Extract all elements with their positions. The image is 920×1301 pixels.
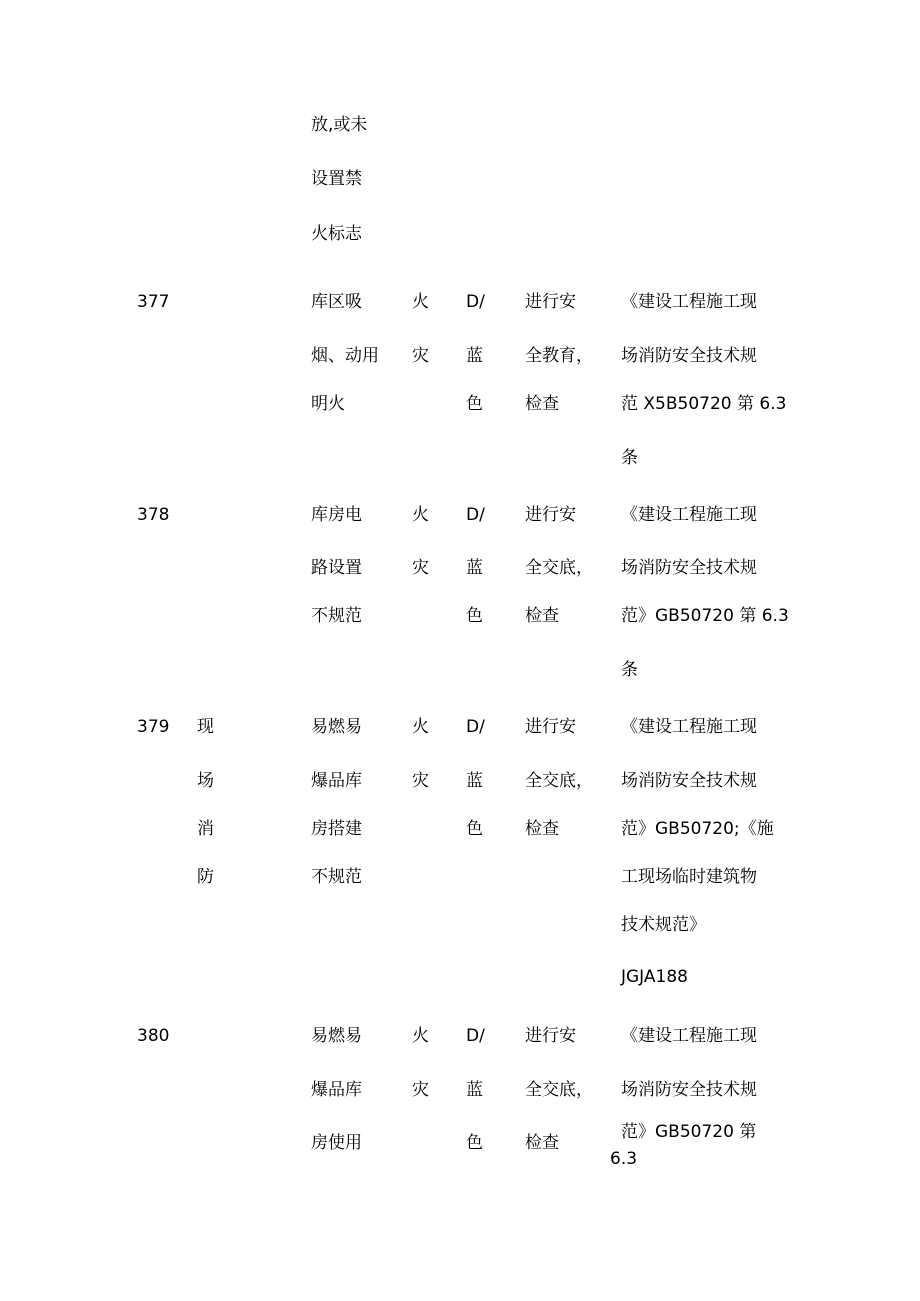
basis-line: 范》GB50720 第 [621, 1122, 757, 1142]
measure-line: 检查 [525, 394, 559, 414]
hazard-line: 易燃易 [311, 717, 362, 737]
measure-line: 进行安 [525, 717, 576, 737]
measure-line: 检查 [525, 606, 559, 626]
hazard-line: 路设置 [311, 558, 362, 578]
category-line: 消 [197, 819, 214, 839]
basis-line: 6.3 [610, 1149, 638, 1169]
level-line: D/ [466, 505, 485, 525]
hazard-line: 易燃易 [311, 1026, 362, 1046]
hazard-line: 房搭建 [311, 819, 362, 839]
hazard-line: 爆品库 [311, 1080, 362, 1100]
measure-line: 检查 [525, 1133, 559, 1153]
hazard-line: 库房电 [311, 505, 362, 525]
measure-line: 进行安 [525, 292, 576, 312]
basis-line: 《建设工程施工现 [621, 505, 757, 525]
hazard-line: 明火 [311, 394, 345, 414]
hazard-line: 库区吸 [311, 292, 362, 312]
basis-line: 范》GB50720 第 6.3 [621, 606, 789, 626]
row-number: 380 [137, 1026, 170, 1046]
level-line: 色 [466, 1133, 483, 1153]
accident-line: 灾 [412, 1080, 429, 1100]
accident-line: 灾 [412, 346, 429, 366]
accident-line: 火 [412, 505, 429, 525]
measure-line: 全交底， [525, 1080, 593, 1100]
basis-line: 条 [621, 448, 638, 468]
basis-line: 《建设工程施工现 [621, 292, 757, 312]
accident-line: 火 [412, 717, 429, 737]
measure-line: 全教育， [525, 346, 593, 366]
measure-line: 检查 [525, 819, 559, 839]
basis-line: 场消防安全技术规 [621, 1080, 757, 1100]
hazard-line: 设置禁 [311, 169, 362, 189]
basis-line: 场消防安全技术规 [621, 346, 757, 366]
basis-line: JGJA188 [621, 967, 688, 987]
hazard-line: 房使用 [311, 1133, 362, 1153]
level-line: D/ [466, 717, 485, 737]
hazard-line: 烟、动用 [311, 346, 379, 366]
level-line: 蓝 [466, 346, 483, 366]
category-line: 现 [197, 717, 214, 737]
hazard-line: 火标志 [311, 224, 362, 244]
hazard-line: 爆品库 [311, 771, 362, 791]
basis-line: 范》GB50720;《施 [621, 819, 774, 839]
hazard-line: 放,或未 [311, 115, 368, 135]
accident-line: 火 [412, 292, 429, 312]
category-line: 防 [197, 867, 214, 887]
row-number: 378 [137, 505, 170, 525]
level-line: 蓝 [466, 558, 483, 578]
level-line: 色 [466, 606, 483, 626]
measure-line: 全交底， [525, 558, 593, 578]
basis-line: 《建设工程施工现 [621, 717, 757, 737]
level-line: D/ [466, 1026, 485, 1046]
basis-line: 技术规范》 [621, 915, 706, 935]
category-line: 场 [197, 771, 214, 791]
basis-line: 场消防安全技术规 [621, 558, 757, 578]
measure-line: 全交底， [525, 771, 593, 791]
accident-line: 灾 [412, 558, 429, 578]
basis-line: 工现场临时建筑物 [621, 867, 757, 887]
basis-line: 范 X5B50720 第 6.3 [621, 394, 787, 414]
level-line: 色 [466, 819, 483, 839]
level-line: 色 [466, 394, 483, 414]
level-line: 蓝 [466, 1080, 483, 1100]
basis-line: 《建设工程施工现 [621, 1026, 757, 1046]
row-number: 379 [137, 717, 170, 737]
level-line: D/ [466, 292, 485, 312]
accident-line: 灾 [412, 771, 429, 791]
hazard-line: 不规范 [311, 606, 362, 626]
hazard-line: 不规范 [311, 867, 362, 887]
row-number: 377 [137, 292, 170, 312]
measure-line: 进行安 [525, 1026, 576, 1046]
basis-line: 场消防安全技术规 [621, 771, 757, 791]
measure-line: 进行安 [525, 505, 576, 525]
accident-line: 火 [412, 1026, 429, 1046]
level-line: 蓝 [466, 771, 483, 791]
basis-line: 条 [621, 660, 638, 680]
